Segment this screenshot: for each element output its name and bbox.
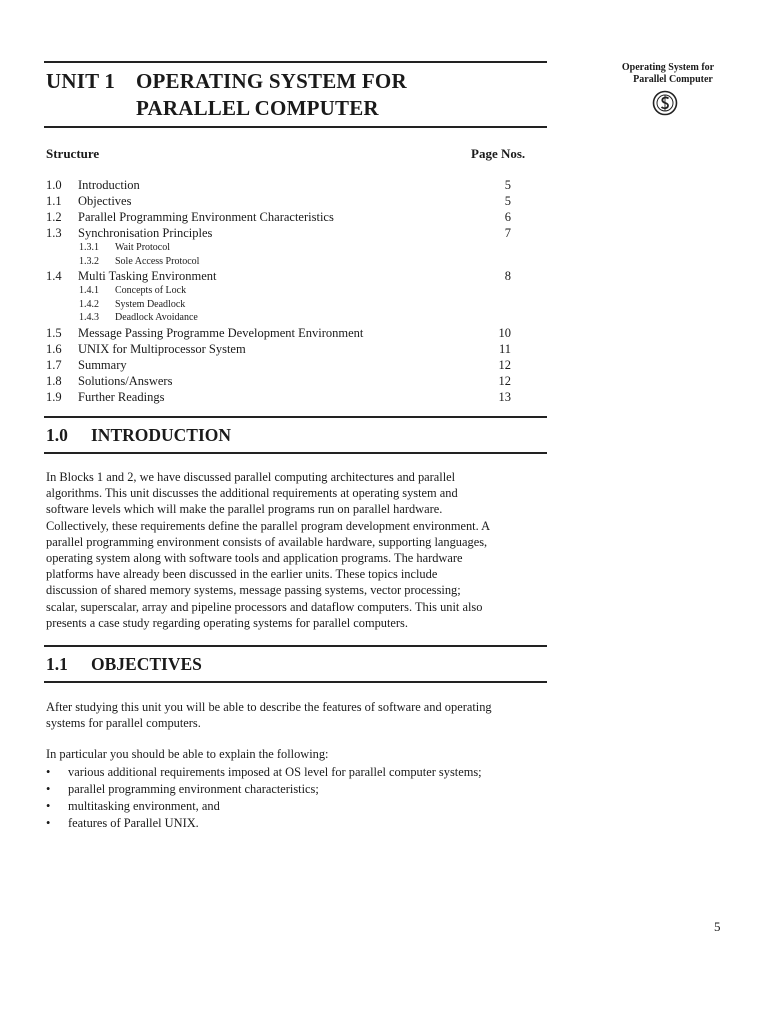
toc-subrow [46,298,516,312]
unit-number: UNIT 1 [46,69,116,93]
toc-number: 1.2 [46,210,62,224]
toc-subrow [46,311,516,325]
toc-title: Further Readings [78,389,165,404]
objectives-top-rule [44,645,547,647]
toc-title: Multi Tasking Environment [78,269,217,283]
para-line: discussion of shared memory systems, message passing systems, vector processing; [46,583,461,598]
list-item [46,764,546,781]
toc-sub-number: 1.4.2 [79,298,99,310]
toc-row [46,209,516,225]
toc-page: 5 [504,178,511,192]
unit-title [46,68,407,122]
toc-title: Message Passing Programme Development Environment [78,325,364,340]
bullet-icon: • [46,816,51,830]
toc-row [46,341,516,357]
toc-row [46,268,516,284]
toc-sub-number: 1.4.3 [79,312,99,323]
section-title-objectives [46,654,202,675]
toc-page: 13 [498,389,511,404]
toc-number: 1.8 [46,373,62,388]
intro-bottom-rule [44,452,547,454]
running-header-line1: Operating System for [621,62,715,73]
toc-row [46,389,516,405]
title-top-rule [44,61,547,63]
section-title-introduction [46,425,231,446]
bullet-icon: • [46,765,51,779]
toc-sub-title: System Deadlock [115,298,186,310]
objectives-bottom-rule [44,681,547,683]
toc-page: 8 [504,269,511,283]
list-item [46,798,546,815]
para-line: Collectively, these requirements define the parallel program development environment. A [46,518,491,533]
toc-sub-title: Concepts of Lock [115,285,187,296]
para-line: presents a case study regarding operating systems for parallel computers. [46,615,408,630]
toc-number: 1.1 [46,194,62,208]
intro-top-rule [44,416,547,418]
list-item [46,815,546,832]
title-bottom-rule [44,126,547,128]
para-line: software levels which will make the parallel programs run on parallel hardware. [46,502,443,517]
toc-sub-title: Sole Access Protocol [115,255,200,267]
bullet-icon: • [46,782,51,796]
section-title-text: INTRODUCTION [91,425,232,445]
page-nos-heading: Page Nos. [471,146,526,161]
toc-title: Synchronisation Principles [78,226,213,240]
toc-number: 1.7 [46,357,62,372]
toc-row [46,225,516,241]
para-line: In Blocks 1 and 2, we have discussed parallel computing architectures and parallel [46,470,456,484]
toc-sub-number: 1.3.2 [79,255,99,267]
toc-subrow [46,241,516,255]
toc-page: 12 [498,357,511,372]
toc-row [46,193,516,209]
section-title-text: OBJECTIVES [91,654,202,674]
toc-number: 1.6 [46,341,62,356]
running-header [612,62,724,86]
para-line: platforms have already been discussed in the earlier units. These topics include [46,567,438,582]
list-item-text: parallel programming environment characteristics; [68,782,319,796]
university-logo-icon [652,90,678,116]
toc-number: 1.0 [46,178,62,192]
toc-page: 10 [498,325,511,340]
toc-sub-title: Wait Protocol [115,242,171,253]
toc-subrow [46,284,516,298]
list-item-text: various additional requirements imposed at OS level for parallel computer systems; [68,765,482,779]
toc-number: 1.4 [46,269,62,283]
para-line: systems for parallel computers. [46,716,201,731]
table-of-contents [46,177,516,405]
toc-page: 6 [504,210,511,224]
para-line: parallel programming environment consists of available hardware, supporting languages, [46,534,488,549]
para-line: After studying this unit you will be able to describe the features of software and operating [46,700,492,714]
toc-sub-title: Deadlock Avoidance [115,312,198,323]
toc-page: 5 [504,194,511,208]
section-number: 1.1 [46,654,68,674]
toc-page: 11 [498,341,511,356]
toc-sub-number: 1.4.1 [79,285,99,296]
unit-title-line1: OPERATING SYSTEM FOR [136,69,407,93]
introduction-paragraph [46,469,546,631]
toc-title: UNIX for Multiprocessor System [78,341,246,356]
toc-page: 12 [498,373,511,388]
toc-title: Objectives [78,194,132,208]
toc-row [46,177,516,193]
objectives-list [46,764,546,832]
toc-title: Introduction [78,178,140,192]
section-number: 1.0 [46,425,68,445]
toc-number: 1.5 [46,325,62,340]
list-item-text: multitasking environment, and [68,799,220,813]
toc-number: 1.9 [46,389,62,404]
structure-heading: Structure [46,146,100,161]
unit-title-line2: PARALLEL COMPUTER [136,96,379,120]
list-item-text: features of Parallel UNIX. [68,816,199,830]
toc-row [46,325,516,341]
running-header-line2: Parallel Computer [633,74,713,85]
toc-title: Summary [78,357,127,372]
toc-row [46,357,516,373]
toc-page: 7 [504,226,511,240]
list-item [46,781,546,798]
toc-title: Parallel Programming Environment Characteristics [78,210,334,224]
para-line: algorithms. This unit discusses the additional requirements at operating system and [46,486,458,501]
toc-number: 1.3 [46,226,62,240]
para-line: operating system along with software tools and application programs. The hardware [46,551,463,566]
toc-title: Solutions/Answers [78,373,173,388]
bullet-icon: • [46,799,51,813]
page-number: 5 [714,919,721,934]
objectives-intro-line: In particular you should be able to explain the following: [46,747,329,761]
toc-row [46,373,516,389]
toc-subrow [46,255,516,269]
objectives-paragraph [46,699,546,731]
toc-sub-number: 1.3.1 [79,242,99,253]
para-line: scalar, superscalar, array and pipeline processors and dataflow computers. This unit also [46,599,483,614]
